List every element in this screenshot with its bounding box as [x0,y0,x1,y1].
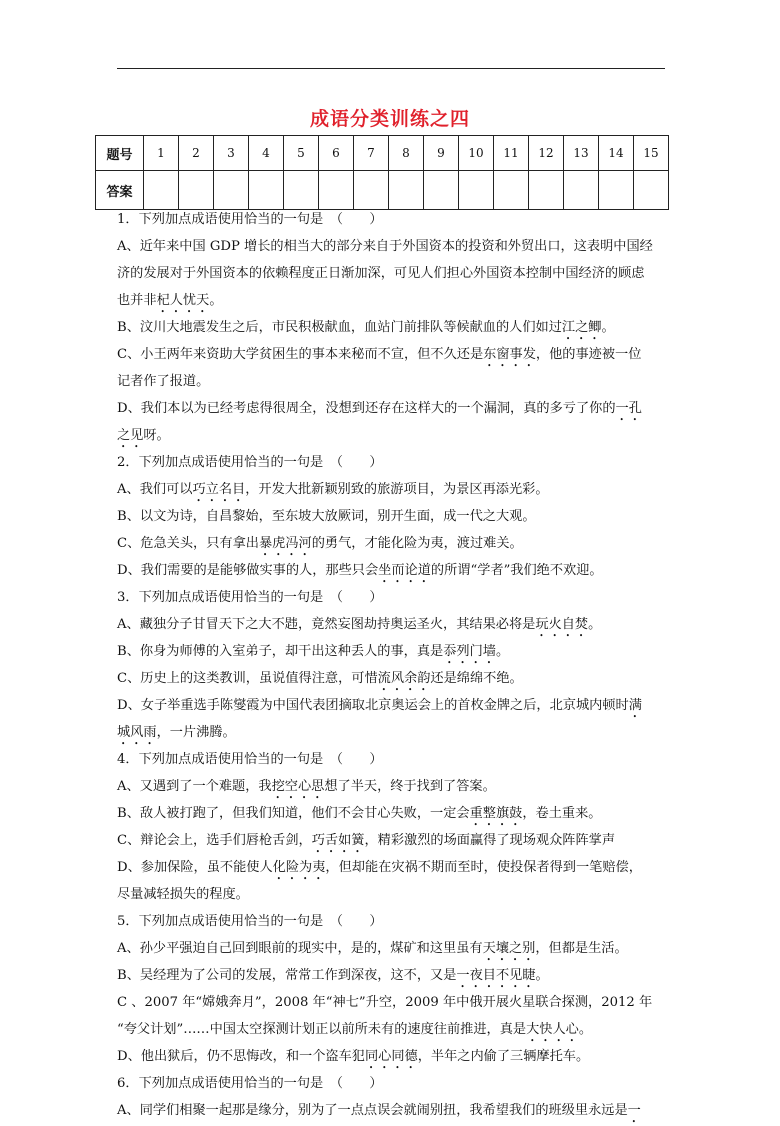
text-line [117,451,667,478]
dotted-idiom: 城风雨 [117,725,157,740]
dotted-idiom: 杞人忧天 [156,293,210,308]
line-text: 济的发展对于外国资本的依赖程度正日渐加深，可见人们担心外国资本控制中国经济的顾虑 [117,266,645,281]
line-text: B、你身为师傅的入室弟子，却干出这种丢人的事，真是 [117,644,444,659]
dotted-idiom: 之见 [117,428,144,443]
question-number-cell: 10 [459,136,494,171]
answer-cell[interactable] [494,171,529,210]
text-line [117,235,667,262]
text-line [117,370,667,397]
question-number-cell: 9 [424,136,459,171]
line-text: 1．下列加点成语使用恰当的一句是 （ ） [117,212,383,227]
line-text: B、吴经理为了公司的发展，常常工作到深夜，这不，又是 [117,968,457,983]
text-line [117,1045,667,1072]
line-text: C 、2007 年“嫦娥奔月”，2008 年“神七”升空，2009 年中俄开展火星联合探测，2012 年 [117,995,653,1010]
answer-table [95,135,669,210]
text-line [117,640,667,667]
line-text: ，一片沸腾。 [156,725,236,740]
line-text: A、我们可以 [117,482,193,497]
answer-row [96,171,669,210]
question-number-cell: 5 [284,136,319,171]
text-line [117,559,667,586]
answer-cell[interactable] [599,171,634,210]
dotted-idiom: 东窗事发 [483,347,536,362]
header-rule [117,68,665,69]
text-line [117,262,667,289]
text-line [117,1018,667,1045]
line-text: C、小王两年来资助大学贫困生的事本来秘而不宣，但不久还是 [117,347,484,362]
row-header-number: 题号 [96,136,144,171]
line-text: A、同学们相聚一起那是缘分，别为了一点点误会就闹别扭，我希望我们的班级里永远是 [117,1103,628,1118]
question-number-cell: 4 [249,136,284,171]
answer-cell[interactable] [529,171,564,210]
text-line [117,532,667,559]
dotted-idiom: 满 [628,698,642,713]
line-text: B、以文为诗，自昌黎始，至东坡大放厥词，别开生面，成一代之大观。 [117,509,536,524]
text-line [117,991,667,1018]
line-text: C、辩论会上，选手们唇枪舌剑， [117,833,312,848]
answer-cell[interactable] [564,171,599,210]
row-header-answer: 答案 [96,171,144,210]
question-number-cell: 14 [599,136,634,171]
question-number-cell: 11 [494,136,529,171]
question-number-cell: 2 [179,136,214,171]
dotted-idiom: 玩火自焚 [535,617,589,632]
text-line [117,694,667,721]
question-number-cell: 13 [564,136,599,171]
dotted-idiom: 流风余韵 [377,671,431,686]
text-line [117,775,667,802]
line-text: 的所谓“学者”我们绝不欢迎。 [430,563,603,578]
line-text: ，开发大批新颖别致的旅游项目，为景区再添光彩。 [245,482,549,497]
answer-cell[interactable] [354,171,389,210]
dotted-idiom: 暴虎冯河 [258,536,312,551]
line-text: 3．下列加点成语使用恰当的一句是 （ ） [117,590,383,605]
dotted-idiom: 巧立名目 [192,482,246,497]
question-number-cell: 1 [144,136,179,171]
question-number-cell: 8 [389,136,424,171]
text-line [117,937,667,964]
text-line [117,802,667,829]
answer-cell[interactable] [179,171,214,210]
text-line [117,397,667,424]
answer-cell[interactable] [634,171,669,210]
question-number-cell: 12 [529,136,564,171]
line-text: 。 [578,1022,593,1037]
line-text: 6．下列加点成语使用恰当的一句是 （ ） [117,1076,383,1091]
line-text: 尽量减轻损失的程度。 [117,887,249,902]
line-text: 。 [535,968,549,983]
text-line [117,721,667,748]
line-text: B、汶川大地震发生之后，市民积极献血，血站门前排队等候献血的人们如过 [117,320,562,335]
line-text: 。 [209,293,223,308]
text-line [117,208,667,235]
line-text: 。 [588,617,602,632]
line-text: B、敌人被打跑了，但我们知道，他们不会甘心失败，一定会 [117,806,470,821]
line-text: 5．下列加点成语使用恰当的一句是 （ ） [117,914,383,929]
text-line [117,883,667,910]
text-line [117,910,667,937]
line-text: A、藏独分子甘冒天下之大不韪，竟然妄图劫持奥运圣火，其结果必将是 [117,617,536,632]
line-text: A、孙少平强迫自己回到眼前的现实中，是的，煤矿和这里虽有 [117,941,483,956]
answer-cell[interactable] [389,171,424,210]
line-text: 。 [601,320,615,335]
text-line [117,613,667,640]
line-text: A、近年来中国 GDP 增长的相当大的部分来自于外国资本的投资和外贸出口，这表明中国经 [117,239,653,254]
text-line [117,505,667,532]
text-line [117,586,667,613]
line-text: “夸父计划”……中国太空探测计划正以前所未有的速度往前推进，真是 [117,1022,527,1037]
line-text: D、参加保险，虽不能使人 [117,860,273,875]
line-text: ，精彩激烈的场面赢得了现场观众阵阵掌声 [364,833,616,848]
answer-cell[interactable] [319,171,354,210]
line-text: 4．下列加点成语使用恰当的一句是 （ ） [117,752,383,767]
answer-cell[interactable] [284,171,319,210]
dotted-idiom: 巧舌如簧 [311,833,365,848]
text-line [117,748,667,775]
question-number-cell: 7 [354,136,389,171]
line-text: ，卷土重来。 [522,806,602,821]
line-text: D、女子举重选手陈燮霞为中国代表团摘取北京奥运会上的首枚金牌之后，北京城内顿时 [117,698,629,713]
text-line [117,964,667,991]
line-text: ，他的事迹被一位 [535,347,642,362]
text-line [117,478,667,505]
line-text: 记者作了报道。 [117,374,210,389]
line-text: 也并非 [117,293,157,308]
line-text: D、我们本以为已经考虑得很周全，没想到还存在这样大的一个漏洞，真的多亏了你的 [117,401,616,416]
text-line [117,289,667,316]
text-line [117,856,667,883]
question-number-row [96,136,669,171]
question-number-cell: 3 [214,136,249,171]
answer-cell[interactable] [459,171,494,210]
line-text: 还是绵绵不绝。 [430,671,523,686]
answer-cell[interactable] [249,171,284,210]
dotted-idiom: 一夜目不见睫 [456,968,536,983]
question-number-cell: 15 [634,136,669,171]
answer-cell[interactable] [144,171,179,210]
line-text: C、危急关头，只有拿出 [117,536,259,551]
line-text: 的勇气，才能化险为夷，渡过难关。 [311,536,523,551]
text-line [117,343,667,370]
dotted-idiom: 重整旗鼓 [469,806,523,821]
line-text: C、历史上的这类教训，虽说值得注意，可惜 [117,671,378,686]
line-text: 想了半天，终于找到了答案。 [324,779,496,794]
line-text: 2．下列加点成语使用恰当的一句是 （ ） [117,455,383,470]
text-line [117,667,667,694]
line-text: 。 [495,644,510,659]
answer-cell[interactable] [214,171,249,210]
dotted-idiom: 一孔 [615,401,642,416]
line-text: A、又遇到了一个难题，我 [117,779,272,794]
page-title: 成语分类训练之四 [309,108,470,130]
line-text: 呀。 [143,428,170,443]
dotted-idiom: 忝列门墙 [443,644,496,659]
dotted-idiom: 坐而论道 [378,563,431,578]
answer-cell[interactable] [424,171,459,210]
text-line [117,1072,667,1099]
line-text: ，但却能在灾祸不期而至时，使投保者得到一笔赔偿， [325,860,642,875]
text-line [117,316,667,343]
line-text: D、我们需要的是能够做实事的人，那些只会 [117,563,379,578]
dotted-idiom: 一 [627,1103,641,1118]
line-text: ，但都是生活。 [535,941,628,956]
text-line [117,829,667,856]
text-line [117,1099,667,1126]
dotted-idiom: 挖空心思 [271,779,325,794]
text-line [117,424,667,451]
dotted-idiom: 天壤之别 [482,941,536,956]
dotted-idiom: 化险为夷 [272,860,326,875]
question-number-cell: 6 [319,136,354,171]
question-body [117,208,667,1126]
dotted-idiom: 大快人心 [526,1022,579,1037]
line-text: ，半年之内偷了三辆摩托车。 [417,1049,590,1064]
dotted-idiom: 江之鲫 [561,320,602,335]
line-text: D、他出狱后，仍不思悔改，和一个盗车犯 [117,1049,365,1064]
dotted-idiom: 同心同德 [364,1049,418,1064]
